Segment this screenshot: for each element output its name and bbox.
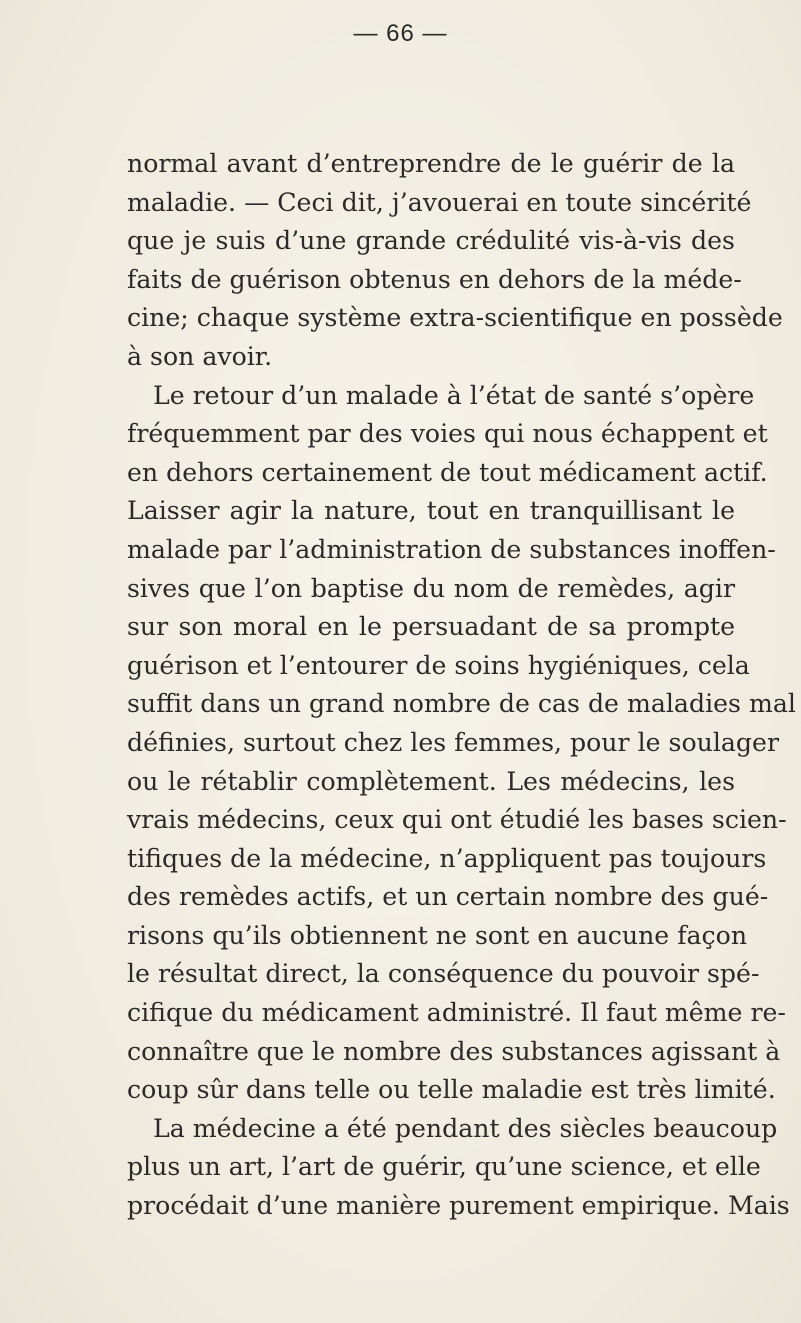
text-line: vrais médecins, ceux qui ont étudié les bases scien- <box>127 805 787 835</box>
text-line: faits de guérison obtenus en dehors de la méde- <box>127 264 742 294</box>
text-line: coup sûr dans telle ou telle maladie est très limité. <box>127 1075 776 1105</box>
text-line: plus un art, l’art de guérir, qu’une science, et elle <box>127 1152 761 1182</box>
text-line: sur son moral en le persuadant de sa prompte <box>127 612 735 642</box>
text-line: fréquemment par des voies qui nous échappent et <box>127 419 768 449</box>
text-line: risons qu’ils obtiennent ne sont en aucune façon <box>127 920 748 950</box>
text-line: tifiques de la médecine, n’appliquent pas toujours <box>127 843 767 873</box>
text-line: à son avoir. <box>127 341 273 371</box>
text-line: La médecine a été pendant des siècles beaucoup <box>153 1113 778 1143</box>
text-line: cine; chaque système extra-scientifique en possède <box>127 303 783 333</box>
text-line: normal avant d’entreprendre de le guérir de la <box>127 149 735 178</box>
page-number: — 66 — <box>353 20 448 47</box>
text-line: malade par l’administration de substances inoffen- <box>127 534 776 564</box>
text-line: en dehors certainement de tout médicament actif. <box>127 457 768 487</box>
text-line: maladie. — Ceci dit, j’avouerai en toute sincérité <box>127 187 752 217</box>
body-text <box>127 145 796 1226</box>
text-line: Laisser agir la nature, tout en tranquillisant le <box>127 496 735 526</box>
text-line: ou le rétablir complètement. Les médecins, les <box>127 766 735 796</box>
text-line: définies, surtout chez les femmes, pour le soulager <box>127 727 779 757</box>
text-line: suffit dans un grand nombre de cas de maladies mal <box>127 689 796 719</box>
text-line: cifique du médicament administré. Il faut même re- <box>127 998 786 1028</box>
text-line: guérison et l’entourer de soins hygiéniques, cela <box>127 650 750 680</box>
text-line: le résultat direct, la conséquence du pouvoir spé- <box>127 959 760 989</box>
text-line: des remèdes actifs, et un certain nombre des gué- <box>127 882 769 912</box>
text-line: sives que l’on baptise du nom de remèdes, agir <box>127 573 735 603</box>
text-line: que je suis d’une grande crédulité vis-à-vis des <box>127 226 735 256</box>
text-line: Le retour d’un malade à l’état de santé s’opère <box>153 380 755 410</box>
text-line: procédait d’une manière purement empirique. Mais <box>127 1191 790 1221</box>
text-line: connaître que le nombre des substances agissant à <box>127 1036 781 1066</box>
